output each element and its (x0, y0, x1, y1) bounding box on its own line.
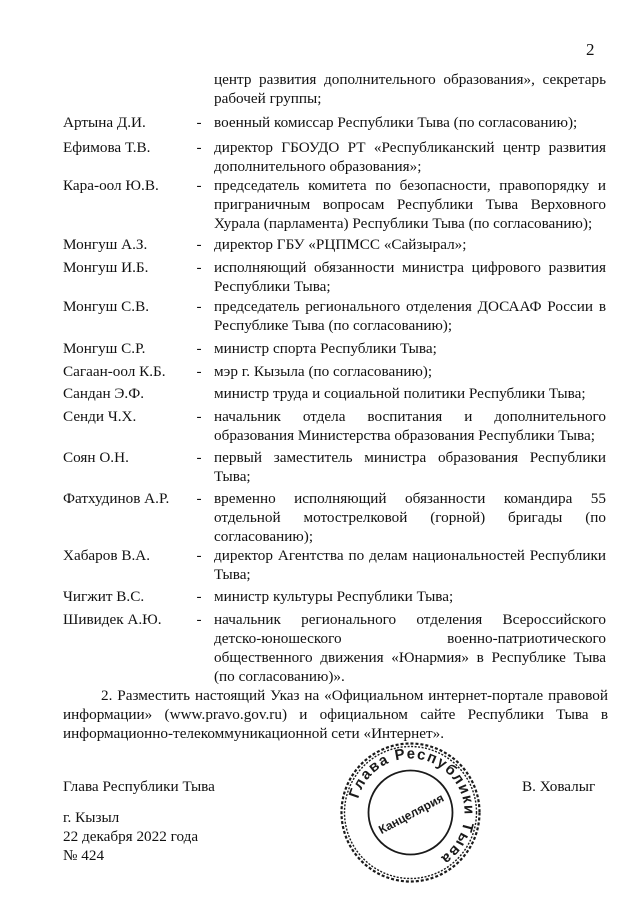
member-dash: - (196, 298, 202, 315)
member-role: председатель регионального отделения ДОСААФ России в Республике Тыва (по согласованию); (214, 298, 606, 334)
member-name: Фатхудинов А.Р. (63, 490, 170, 507)
member-name: Монгуш С.В. (63, 298, 150, 315)
member-role: директор ГБОУДО РТ «Республиканский центр развития дополнительного образования»; (214, 139, 606, 175)
member-name: Сандан Э.Ф. (63, 385, 145, 402)
member-name: Шивидек А.Ю. (63, 611, 162, 628)
member-dash: - (196, 611, 202, 628)
member-role: исполняющий обязанности министра цифрового развития Республики Тыва; (214, 259, 606, 295)
member-role: директор Агентства по делам национальностей Республики Тыва; (214, 547, 606, 583)
seal-center-text: Канцелярия (376, 790, 447, 837)
member-name: Монгуш И.Б. (63, 259, 149, 276)
member-role: министр спорта Республики Тыва; (214, 340, 437, 357)
member-name: Ефимова Т.В. (63, 139, 151, 156)
member-dash: - (196, 139, 202, 156)
office-seal (338, 740, 483, 885)
member-name: Чигжит В.С. (63, 588, 145, 605)
member-role: директор ГБУ «РЦПМСС «Сайзырал»; (214, 236, 467, 253)
signing-date: 22 декабря 2022 года (63, 828, 199, 845)
member-name: Кара-оол Ю.В. (63, 177, 159, 194)
member-dash: - (196, 177, 202, 194)
member-role: военный комиссар Республики Тыва (по согласованию); (214, 114, 578, 131)
member-dash: - (196, 363, 202, 380)
member-name: Сагаан-оол К.Б. (63, 363, 166, 380)
member-dash: - (196, 449, 202, 466)
seal-ring-text: Глава Республики Тыва (345, 745, 478, 869)
member-dash: - (196, 236, 202, 253)
signer-title: Глава Республики Тыва (63, 778, 215, 795)
member-name: Монгуш С.Р. (63, 340, 146, 357)
member-dash: - (196, 114, 202, 131)
member-name: Соян О.Н. (63, 449, 129, 466)
signer-name: В. Ховалыг (522, 778, 596, 795)
member-name: Сенди Ч.Х. (63, 408, 137, 425)
member-dash: - (196, 408, 202, 425)
member-role: председатель комитета по безопасности, правопорядку и приграничным вопросам Республики Тыва Верховного Хурала (парламента) Республики Тыва (по согласованию); (214, 177, 606, 232)
member-role: первый заместитель министра образования Республики Тыва; (214, 449, 606, 485)
clause-2: 2. Разместить настоящий Указ на «Официальном интернет-портале правовой информации» (www.pravo.gov.ru) и официальном сайте Республики Тыва в информационно-телекоммуникационной сети «Интернет». (63, 687, 608, 742)
member-name: Хабаров В.А. (63, 547, 151, 564)
page-number: 2 (586, 40, 595, 59)
member-role: министр труда и социальной политики Республики Тыва; (214, 385, 586, 402)
member-dash: - (196, 588, 202, 605)
member-name: Монгуш А.З. (63, 236, 148, 253)
member-dash: - (196, 340, 202, 357)
member-role: начальник регионального отделения Всероссийского детско-юношеского военно-патриотического общественного движения «Юнармия» в Республике Тыва (по согласованию)». (214, 611, 606, 685)
member-role: министр культуры Республики Тыва; (214, 588, 454, 605)
member-dash: - (196, 490, 202, 507)
member-role: начальник отдела воспитания и дополнительного образования Министерства образования Республики Тыва; (214, 408, 606, 444)
member-dash: - (196, 547, 202, 564)
member-name: Артына Д.И. (63, 114, 146, 131)
member-role: временно исполняющий обязанности командира 55 отдельной мотострелковой (горной) бригады (по согласованию); (214, 490, 606, 545)
signing-place: г. Кызыл (63, 809, 120, 826)
member-role: мэр г. Кызыла (по согласованию); (214, 363, 433, 380)
member-dash: - (196, 259, 202, 276)
intro-text: центр развития дополнительного образования», секретарь рабочей группы; (214, 71, 606, 107)
decree-number: № 424 (63, 847, 105, 864)
